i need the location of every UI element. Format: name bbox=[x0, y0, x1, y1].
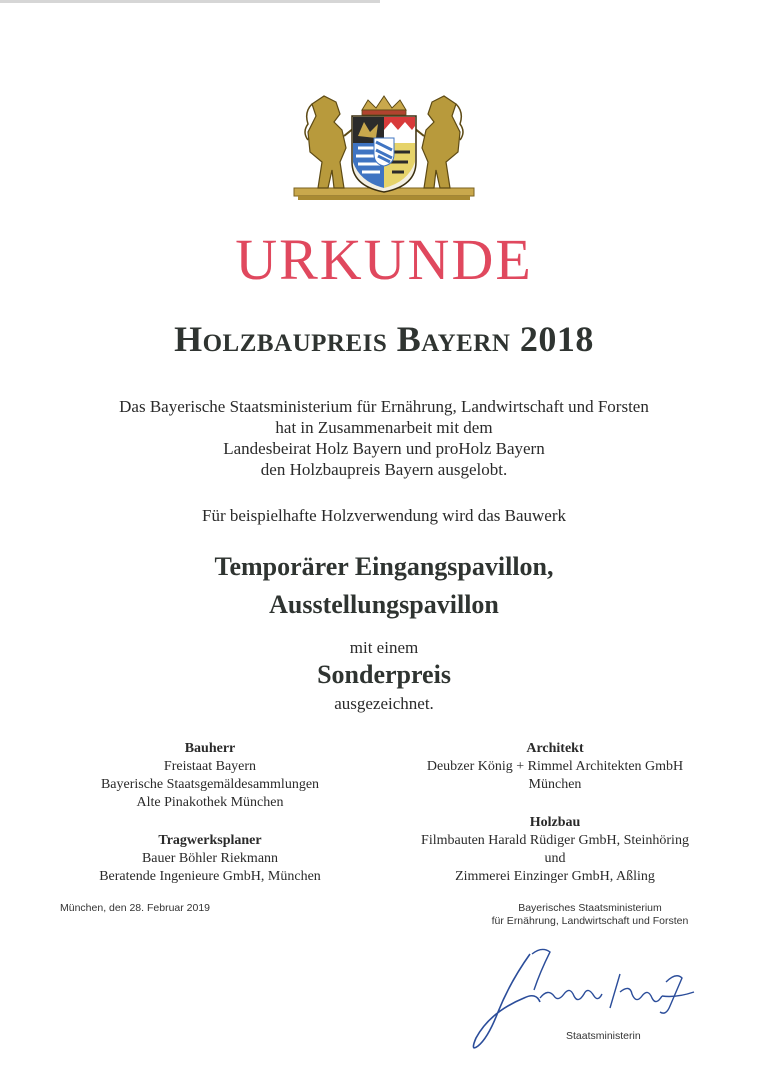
credit-bauherr bbox=[80, 740, 340, 812]
ministry-block bbox=[470, 902, 710, 928]
credit-line: und bbox=[544, 851, 566, 866]
credit-heading: Bauherr bbox=[184, 741, 236, 756]
mit-einem-text: mit einem bbox=[349, 638, 419, 657]
credit-heading: Holzbau bbox=[529, 815, 581, 830]
credit-line: Deubzer König + Rimmel Architekten GmbH bbox=[426, 759, 684, 774]
project-name-line-1: Temporärer Eingangspavillon, bbox=[214, 552, 554, 581]
place-date: München, den 28. Februar 2019 bbox=[60, 902, 211, 914]
certificate-title: URKUNDE bbox=[235, 227, 533, 292]
credit-line: Bauer Böhler Riekmann bbox=[141, 851, 279, 866]
credit-line: Filmbauten Harald Rüdiger GmbH, Steinhöring bbox=[421, 833, 689, 848]
award-name: Holzbaupreis Bayern 2018 bbox=[174, 319, 594, 359]
intro-line: Landesbeirat Holz Bayern und proHolz Bayern bbox=[223, 439, 545, 458]
intro-text bbox=[0, 396, 768, 480]
credit-architekt bbox=[400, 740, 710, 794]
credit-line: Bayerische Staatsgemäldesammlungen bbox=[100, 777, 320, 792]
intro-line: den Holzbaupreis Bayern ausgelobt. bbox=[260, 460, 508, 479]
credit-line: Zimmerei Einzinger GmbH, Aßling bbox=[455, 869, 655, 884]
credit-holzbau bbox=[400, 814, 710, 886]
credit-heading: Architekt bbox=[526, 741, 584, 756]
credit-line: Beratende Ingenieure GmbH, München bbox=[99, 869, 321, 884]
project-name-line-2: Ausstellungspavillon bbox=[269, 590, 499, 619]
credit-heading: Tragwerksplaner bbox=[158, 833, 262, 848]
intro-line: hat in Zusammenarbeit mit dem bbox=[275, 418, 493, 437]
ministry-line: für Ernährung, Landwirtschaft und Forsten bbox=[491, 915, 689, 927]
ausgezeichnet-text: ausgezeichnet. bbox=[334, 694, 434, 713]
bavarian-coat-of-arms-icon bbox=[288, 92, 480, 204]
credit-line: Freistaat Bayern bbox=[163, 759, 257, 774]
scan-edge bbox=[0, 0, 380, 3]
ministry-line: Bayerisches Staatsministerium bbox=[518, 902, 662, 914]
signer-title: Staatsministerin bbox=[566, 1030, 641, 1042]
credit-line: Alte Pinakothek München bbox=[136, 795, 284, 810]
credit-tragwerksplaner bbox=[80, 832, 340, 886]
intro-line: Das Bayerische Staatsministerium für Ernährung, Landwirtschaft und Forsten bbox=[119, 397, 649, 416]
award-statement: Für beispielhafte Holzverwendung wird das Bauwerk bbox=[202, 506, 566, 525]
prize-name: Sonderpreis bbox=[317, 660, 451, 689]
credit-line: München bbox=[528, 777, 582, 792]
